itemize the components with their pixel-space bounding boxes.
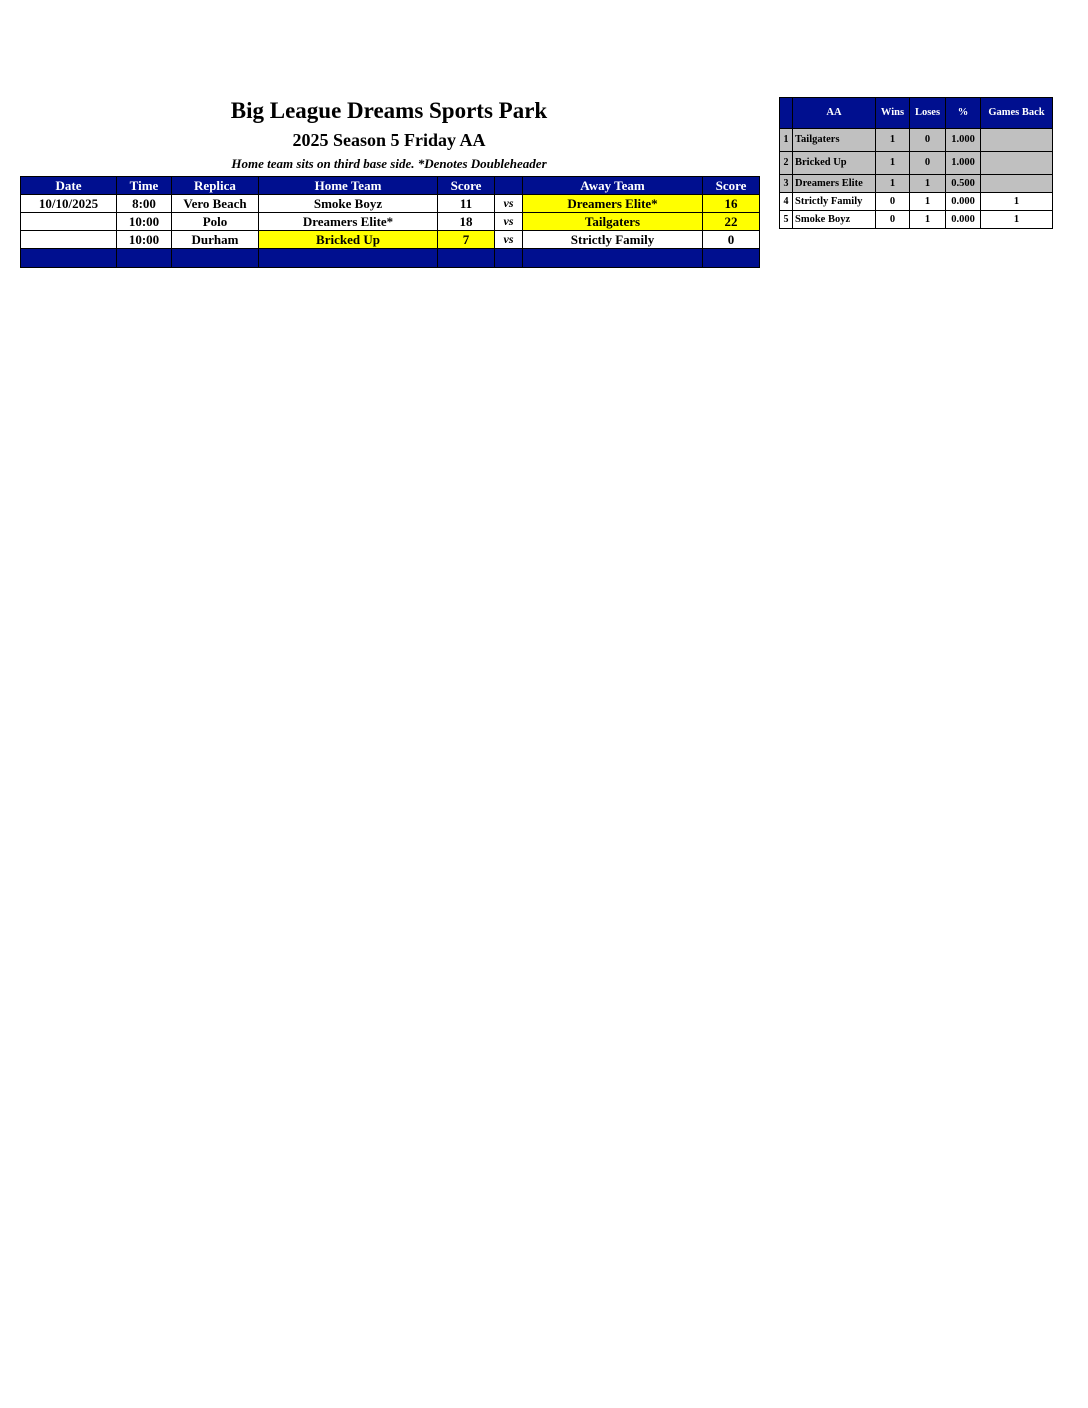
- schedule-table: [20, 176, 760, 268]
- cell-away-team-winner: Dreamers Elite*: [523, 195, 703, 213]
- cell-rank: 2: [780, 152, 793, 175]
- cell-wins: 1: [876, 129, 910, 152]
- cell-team: Dreamers Elite: [793, 175, 876, 193]
- cell-date: 10/10/2025: [21, 195, 117, 213]
- page-note: Home team sits on third base side. *Denotes Doubleheader: [231, 156, 547, 171]
- cell-date: [21, 231, 117, 249]
- standings-header-row: [780, 98, 1053, 129]
- table-row: [21, 213, 760, 231]
- cell-date: [21, 213, 117, 231]
- cell-pct: 1.000: [946, 152, 981, 175]
- cell-away-score: 0: [703, 231, 760, 249]
- cell-vs: vs: [495, 195, 523, 213]
- col-header-division: AA: [793, 98, 876, 129]
- cell-replica: Vero Beach: [172, 195, 259, 213]
- cell-games-back: 1: [981, 193, 1053, 211]
- col-header-home-score: Score: [438, 177, 495, 195]
- cell-home-score: 11: [438, 195, 495, 213]
- cell-home-team-winner: Bricked Up: [259, 231, 438, 249]
- cell-home-score-winner: 7: [438, 231, 495, 249]
- cell-rank: 1: [780, 129, 793, 152]
- col-header-pct: %: [946, 98, 981, 129]
- cell-team: Tailgaters: [793, 129, 876, 152]
- cell-pct: 0.000: [946, 193, 981, 211]
- cell-rank: 5: [780, 211, 793, 229]
- cell-away-team: Strictly Family: [523, 231, 703, 249]
- page-subtitle: 2025 Season 5 Friday AA: [292, 130, 486, 150]
- cell-wins: 1: [876, 175, 910, 193]
- page-title: Big League Dreams Sports Park: [230, 98, 548, 123]
- standings-row: [780, 129, 1053, 152]
- cell-games-back: 1: [981, 211, 1053, 229]
- cell-vs: vs: [495, 213, 523, 231]
- cell-pct: 0.000: [946, 211, 981, 229]
- cell-loses: 0: [910, 129, 946, 152]
- cell-team: Bricked Up: [793, 152, 876, 175]
- col-header-wins: Wins: [876, 98, 910, 129]
- col-header-date: Date: [21, 177, 117, 195]
- cell-away-score-winner: 16: [703, 195, 760, 213]
- col-header-rank: [780, 98, 793, 129]
- cell-wins: 1: [876, 152, 910, 175]
- col-header-loses: Loses: [910, 98, 946, 129]
- standings-table: [779, 97, 1053, 229]
- col-header-vs: [495, 177, 523, 195]
- cell-time: 10:00: [117, 231, 172, 249]
- cell-pct: 0.500: [946, 175, 981, 193]
- col-header-away-score: Score: [703, 177, 760, 195]
- cell-replica: Polo: [172, 213, 259, 231]
- cell-loses: 1: [910, 175, 946, 193]
- cell-loses: 0: [910, 152, 946, 175]
- standings-row: [780, 152, 1053, 175]
- cell-rank: 4: [780, 193, 793, 211]
- table-row: [21, 195, 760, 213]
- cell-team: Smoke Boyz: [793, 211, 876, 229]
- cell-rank: 3: [780, 175, 793, 193]
- standings-row: [780, 175, 1053, 193]
- col-header-time: Time: [117, 177, 172, 195]
- cell-home-team: Smoke Boyz: [259, 195, 438, 213]
- standings-row: [780, 193, 1053, 211]
- cell-home-score: 18: [438, 213, 495, 231]
- cell-vs: vs: [495, 231, 523, 249]
- standings-row: [780, 211, 1053, 229]
- cell-games-back: [981, 152, 1053, 175]
- cell-games-back: [981, 129, 1053, 152]
- col-header-away-team: Away Team: [523, 177, 703, 195]
- cell-loses: 1: [910, 193, 946, 211]
- cell-loses: 1: [910, 211, 946, 229]
- col-header-home-team: Home Team: [259, 177, 438, 195]
- cell-replica: Durham: [172, 231, 259, 249]
- cell-away-team-winner: Tailgaters: [523, 213, 703, 231]
- cell-wins: 0: [876, 193, 910, 211]
- cell-away-score-winner: 22: [703, 213, 760, 231]
- cell-time: 8:00: [117, 195, 172, 213]
- cell-home-team: Dreamers Elite*: [259, 213, 438, 231]
- cell-team: Strictly Family: [793, 193, 876, 211]
- schedule-footer-row: [21, 249, 760, 268]
- cell-time: 10:00: [117, 213, 172, 231]
- cell-pct: 1.000: [946, 129, 981, 152]
- schedule-header-row: [21, 177, 760, 195]
- cell-games-back: [981, 175, 1053, 193]
- cell-wins: 0: [876, 211, 910, 229]
- table-row: [21, 231, 760, 249]
- col-header-replica: Replica: [172, 177, 259, 195]
- col-header-games-back: Games Back: [981, 98, 1053, 129]
